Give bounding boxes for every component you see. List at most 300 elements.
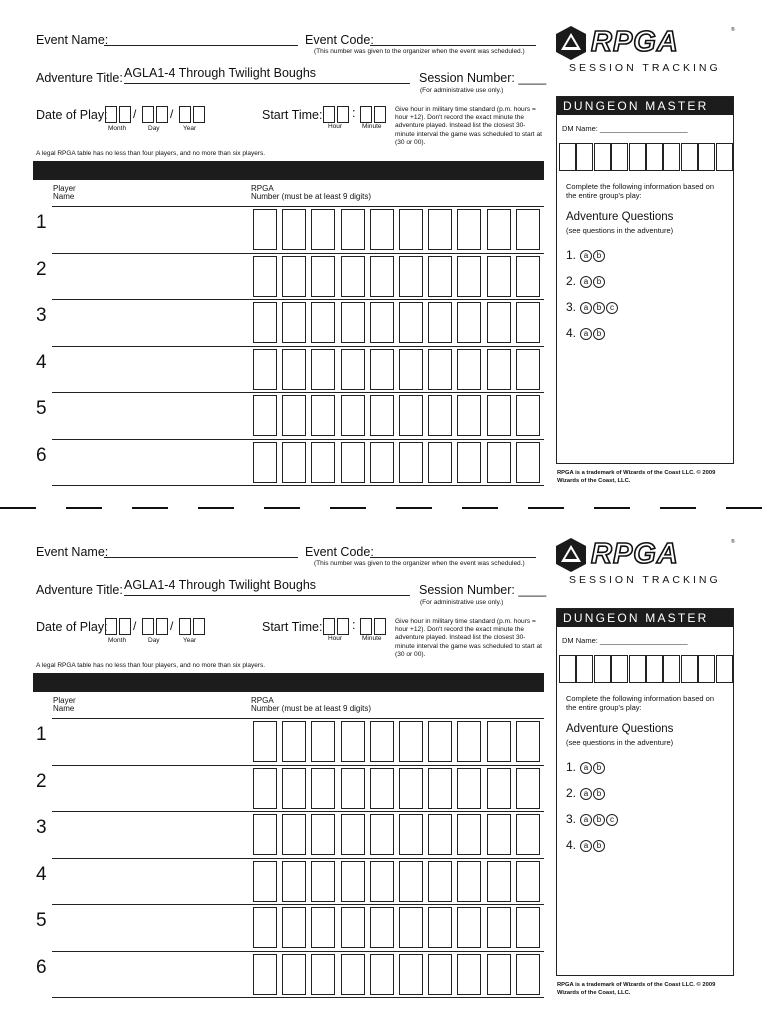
rpga-digit-box[interactable] — [282, 861, 306, 902]
rpga-digit-box[interactable] — [253, 861, 277, 902]
time-colon: : — [352, 618, 356, 632]
dm-panel — [556, 96, 734, 464]
answer-option-b[interactable]: b — [593, 250, 605, 262]
admin-note: (For administrative use only.) — [420, 87, 504, 94]
dm-digit-box[interactable] — [698, 143, 715, 171]
rpga-digit-box[interactable] — [370, 442, 394, 483]
rpga-digit-box[interactable] — [311, 256, 335, 297]
dm-digit-box[interactable] — [681, 143, 698, 171]
row-number: 5 — [36, 910, 47, 931]
month-label: Month — [108, 637, 127, 644]
rpga-digit-box[interactable] — [341, 954, 365, 995]
table-header-bar — [33, 673, 544, 692]
hour-digit-1[interactable] — [323, 618, 335, 635]
question-3 — [566, 812, 618, 826]
minute-label: Minute — [362, 123, 382, 130]
rpga-digit-box[interactable] — [428, 861, 452, 902]
rpga-digit-box[interactable] — [282, 209, 306, 250]
question-2 — [566, 274, 605, 288]
rpga-digit-box[interactable] — [457, 349, 481, 390]
rpga-digit-box[interactable] — [370, 349, 394, 390]
answer-option-a[interactable]: a — [580, 302, 592, 314]
rpga-digit-box[interactable] — [311, 768, 335, 809]
rpga-digit-box[interactable] — [341, 721, 365, 762]
rpga-digit-box[interactable] — [457, 861, 481, 902]
dm-digit-box[interactable] — [594, 655, 611, 683]
rpga-digit-box[interactable] — [399, 907, 423, 948]
rpga-digit-box[interactable] — [487, 721, 511, 762]
question-number: 2. — [566, 786, 577, 800]
adventure-questions-title: Adventure Questions — [566, 723, 674, 735]
rpga-number-header: RPGA Number (must be at least 9 digits) — [251, 184, 372, 201]
adventure-title-value: AGLA1-4 Through Twilight Boughs — [124, 578, 317, 592]
rpga-digit-box[interactable] — [399, 814, 423, 855]
adventure-title-field[interactable] — [124, 595, 410, 596]
player-name-field[interactable] — [60, 862, 245, 900]
rpga-digit-box[interactable] — [457, 954, 481, 995]
session-form-bottom — [0, 512, 768, 1012]
rpga-digit-box[interactable] — [457, 395, 481, 436]
rpga-digit-box[interactable] — [487, 256, 511, 297]
event-code-note: (This number was given to the organizer when the event was scheduled.) — [314, 48, 525, 55]
question-number: 4. — [566, 838, 577, 852]
hour-label: Hour — [328, 123, 343, 130]
dm-digit-box[interactable] — [594, 143, 611, 171]
rpga-digit-box[interactable] — [341, 907, 365, 948]
answer-option-a[interactable]: a — [580, 250, 592, 262]
rpga-digit-box[interactable] — [457, 256, 481, 297]
session-number-label: Session Number: ____ — [419, 71, 547, 85]
rpga-digit-box[interactable] — [487, 349, 511, 390]
rpga-digit-box[interactable] — [253, 209, 277, 250]
rpga-digit-box[interactable] — [516, 349, 540, 390]
answer-option-a[interactable]: a — [580, 276, 592, 288]
month-digit-2[interactable] — [119, 618, 131, 635]
rpga-digit-box[interactable] — [370, 814, 394, 855]
question-number: 3. — [566, 300, 577, 314]
answer-option-b[interactable]: b — [593, 762, 605, 774]
rpga-digit-box[interactable] — [399, 349, 423, 390]
rpga-digit-box[interactable] — [341, 302, 365, 343]
registered-mark: ® — [731, 539, 735, 545]
dm-digit-box[interactable] — [559, 143, 576, 171]
rpga-digit-box[interactable] — [282, 814, 306, 855]
dm-digit-box[interactable] — [576, 655, 593, 683]
day-digit-2[interactable] — [156, 618, 168, 635]
rpga-digit-box[interactable] — [399, 395, 423, 436]
session-tracking-label: SESSION TRACKING — [569, 62, 721, 74]
rpga-digit-box[interactable] — [399, 256, 423, 297]
event-name-label: Event Name: — [36, 545, 109, 559]
year-digit-2[interactable] — [193, 618, 205, 635]
event-code-note: (This number was given to the organizer when the event was scheduled.) — [314, 560, 525, 567]
answer-option-a[interactable]: a — [580, 788, 592, 800]
question-2 — [566, 786, 605, 800]
question-4 — [566, 326, 605, 340]
dm-digit-box[interactable] — [698, 655, 715, 683]
adventure-title-field[interactable] — [124, 83, 410, 84]
rpga-digit-box[interactable] — [253, 302, 277, 343]
rpga-digit-box[interactable] — [516, 395, 540, 436]
answer-option-b[interactable]: b — [593, 276, 605, 288]
rpga-digit-box[interactable] — [516, 256, 540, 297]
rpga-digit-box[interactable] — [428, 302, 452, 343]
question-4 — [566, 838, 605, 852]
year-label: Year — [183, 125, 197, 132]
event-code-label: Event Code: — [305, 545, 374, 559]
rpga-digit-box[interactable] — [399, 209, 423, 250]
rpga-digit-box[interactable] — [341, 349, 365, 390]
rpga-digit-box[interactable] — [487, 907, 511, 948]
row-number: 4 — [36, 351, 47, 373]
answer-option-a[interactable]: a — [580, 814, 592, 826]
rpga-digit-box[interactable] — [428, 256, 452, 297]
answer-option-c[interactable]: c — [606, 302, 618, 314]
legal-note: A legal RPGA table has no less than four players, and no more than six players. — [36, 662, 266, 669]
rpga-digit-box[interactable] — [311, 349, 335, 390]
rpga-digit-box[interactable] — [253, 442, 277, 483]
rpga-digit-box[interactable] — [487, 768, 511, 809]
rpga-digit-box[interactable] — [370, 907, 394, 948]
time-hint: Give hour in military time standard (p.m. hours = hour +12). Don't record the exact minute the adventure played. Instead list the closest 30-minute interval the game was scheduled to start at (30 or 00). — [395, 106, 542, 146]
rpga-digit-box[interactable] — [341, 256, 365, 297]
session-tracking-label: SESSION TRACKING — [569, 574, 721, 586]
rpga-digit-box[interactable] — [253, 814, 277, 855]
row-divider — [52, 299, 544, 300]
date-slash: / — [133, 619, 137, 633]
day-label: Day — [148, 637, 160, 644]
answer-option-b[interactable]: b — [593, 788, 605, 800]
rpga-digit-box[interactable] — [370, 721, 394, 762]
rpga-digit-box[interactable] — [399, 442, 423, 483]
adventure-title-label: Adventure Title: — [36, 583, 123, 597]
month-digit-2[interactable] — [119, 106, 131, 123]
player-name-field[interactable] — [60, 908, 245, 946]
minute-digit-2[interactable] — [374, 618, 386, 635]
trademark-note: RPGA is a trademark of Wizards of the Coast LLC. © 2009 Wizards of the Coast, LLC. — [557, 982, 716, 996]
event-name-field[interactable] — [104, 557, 298, 558]
rpga-digit-box[interactable] — [487, 302, 511, 343]
minute-digit-1[interactable] — [360, 618, 372, 635]
day-digit-1[interactable] — [142, 618, 154, 635]
day-digit-1[interactable] — [142, 106, 154, 123]
day-digit-2[interactable] — [156, 106, 168, 123]
answer-option-c[interactable]: c — [606, 814, 618, 826]
rpga-digit-box[interactable] — [341, 814, 365, 855]
answer-option-b[interactable]: b — [593, 328, 605, 340]
start-time-label: Start Time: — [262, 108, 323, 122]
minute-digit-2[interactable] — [374, 106, 386, 123]
rpga-digit-box[interactable] — [282, 256, 306, 297]
date-of-play-label: Date of Play: — [36, 108, 108, 122]
row-divider — [52, 392, 544, 393]
dm-digit-box[interactable] — [611, 655, 628, 683]
year-label: Year — [183, 637, 197, 644]
registered-mark: ® — [731, 27, 735, 33]
rpga-digit-box[interactable] — [311, 907, 335, 948]
rpga-digit-box[interactable] — [282, 302, 306, 343]
adventure-questions-title: Adventure Questions — [566, 211, 674, 223]
question-number: 1. — [566, 248, 577, 262]
time-hint: Give hour in military time standard (p.m. hours = hour +12). Don't record the exact minute the adventure played. Instead list the closest 30-minute interval the game was scheduled to start at (30 or 00). — [395, 618, 542, 658]
rpga-digit-box[interactable] — [428, 814, 452, 855]
dm-digit-box[interactable] — [716, 655, 733, 683]
rpga-digit-box[interactable] — [311, 209, 335, 250]
rpga-digit-box[interactable] — [311, 395, 335, 436]
rpga-digit-box[interactable] — [399, 721, 423, 762]
dungeon-master-header: DUNGEON MASTER — [557, 609, 733, 627]
player-name-field[interactable] — [60, 210, 245, 248]
rpga-digit-box[interactable] — [487, 209, 511, 250]
rpga-digit-box[interactable] — [341, 442, 365, 483]
row-divider — [52, 253, 544, 254]
event-code-label: Event Code: — [305, 33, 374, 47]
question-number: 3. — [566, 812, 577, 826]
month-label: Month — [108, 125, 127, 132]
rpga-digit-box[interactable] — [341, 395, 365, 436]
rpga-digit-box[interactable] — [457, 721, 481, 762]
d20-logo-icon — [553, 536, 589, 574]
row-number: 3 — [36, 305, 47, 326]
player-name-field[interactable] — [60, 257, 245, 295]
adventure-title-value: AGLA1-4 Through Twilight Boughs — [124, 66, 317, 80]
rpga-digit-box[interactable] — [516, 721, 540, 762]
dm-digit-box[interactable] — [611, 143, 628, 171]
rpga-digit-box[interactable] — [370, 302, 394, 343]
start-time-label: Start Time: — [262, 620, 323, 634]
hour-digit-2[interactable] — [337, 106, 349, 123]
player-name-field[interactable] — [60, 722, 245, 760]
rpga-digit-box[interactable] — [516, 814, 540, 855]
table-header-line — [52, 206, 544, 207]
rpga-digit-box[interactable] — [341, 861, 365, 902]
hour-label: Hour — [328, 635, 343, 642]
answer-option-a[interactable]: a — [580, 840, 592, 852]
rpga-digit-box[interactable] — [370, 861, 394, 902]
rpga-digit-box[interactable] — [428, 349, 452, 390]
date-slash: / — [170, 619, 174, 633]
rpga-digit-box[interactable] — [311, 442, 335, 483]
event-name-label: Event Name: — [36, 33, 109, 47]
row-divider — [52, 485, 544, 486]
dm-panel — [556, 608, 734, 976]
date-of-play-label: Date of Play: — [36, 620, 108, 634]
dm-digit-box[interactable] — [663, 655, 680, 683]
rpga-digit-box[interactable] — [399, 861, 423, 902]
rpga-digit-box[interactable] — [516, 768, 540, 809]
answer-option-a[interactable]: a — [580, 762, 592, 774]
rpga-digit-box[interactable] — [370, 768, 394, 809]
rpga-digit-box[interactable] — [311, 814, 335, 855]
row-number: 3 — [36, 817, 47, 838]
player-name-field[interactable] — [60, 955, 245, 993]
rpga-digit-box[interactable] — [341, 209, 365, 250]
dm-digit-box[interactable] — [646, 143, 663, 171]
rpga-digit-box[interactable] — [282, 768, 306, 809]
year-digit-1[interactable] — [179, 106, 191, 123]
rpga-digit-box[interactable] — [311, 302, 335, 343]
rpga-digit-box[interactable] — [516, 907, 540, 948]
rpga-digit-box[interactable] — [487, 814, 511, 855]
date-slash: / — [170, 107, 174, 121]
row-number: 4 — [36, 863, 47, 885]
rpga-digit-box[interactable] — [428, 209, 452, 250]
question-number: 2. — [566, 274, 577, 288]
dm-digit-box[interactable] — [663, 143, 680, 171]
rpga-digit-box[interactable] — [282, 395, 306, 436]
dm-digit-box[interactable] — [629, 143, 646, 171]
player-name-field[interactable] — [60, 350, 245, 388]
rpga-digit-box[interactable] — [399, 954, 423, 995]
dungeon-master-header: DUNGEON MASTER — [557, 97, 733, 115]
row-divider — [52, 951, 544, 952]
rpga-digit-box[interactable] — [399, 768, 423, 809]
row-divider — [52, 346, 544, 347]
event-name-field[interactable] — [104, 45, 298, 46]
hour-digit-1[interactable] — [323, 106, 335, 123]
rpga-logo: RPGA — [591, 26, 679, 58]
row-divider — [52, 997, 544, 998]
row-divider — [52, 858, 544, 859]
month-digit-1[interactable] — [105, 618, 117, 635]
dm-digit-box[interactable] — [559, 655, 576, 683]
row-number: 1 — [36, 724, 47, 745]
row-number: 1 — [36, 212, 47, 233]
rpga-number-header: RPGA Number (must be at least 9 digits) — [251, 696, 372, 713]
rpga-digit-box[interactable] — [370, 209, 394, 250]
dm-name-field[interactable]: DM Name: _____________________ — [562, 124, 688, 133]
row-number: 5 — [36, 398, 47, 419]
time-colon: : — [352, 106, 356, 120]
rpga-digit-box[interactable] — [282, 907, 306, 948]
rpga-digit-box[interactable] — [399, 302, 423, 343]
rpga-digit-box[interactable] — [457, 814, 481, 855]
see-questions-note: (see questions in the adventure) — [566, 738, 674, 747]
adventure-title-label: Adventure Title: — [36, 71, 123, 85]
row-divider — [52, 765, 544, 766]
rpga-digit-box[interactable] — [253, 907, 277, 948]
question-1 — [566, 760, 605, 774]
rpga-digit-box[interactable] — [341, 768, 365, 809]
day-label: Day — [148, 125, 160, 132]
rpga-digit-box[interactable] — [516, 954, 540, 995]
dm-digit-box[interactable] — [576, 143, 593, 171]
rpga-digit-box[interactable] — [428, 721, 452, 762]
rpga-digit-box[interactable] — [370, 954, 394, 995]
player-name-field[interactable] — [60, 396, 245, 434]
table-header-line — [52, 718, 544, 719]
row-divider — [52, 439, 544, 440]
dm-digit-box[interactable] — [716, 143, 733, 171]
rpga-digit-box[interactable] — [457, 302, 481, 343]
complete-info: Complete the following information based on the entire group's play: — [566, 182, 715, 200]
rpga-digit-box[interactable] — [253, 256, 277, 297]
question-number: 1. — [566, 760, 577, 774]
rpga-digit-box[interactable] — [487, 861, 511, 902]
dm-digit-box[interactable] — [629, 655, 646, 683]
year-digit-2[interactable] — [193, 106, 205, 123]
rpga-digit-box[interactable] — [311, 721, 335, 762]
rpga-digit-box[interactable] — [516, 302, 540, 343]
trademark-note: RPGA is a trademark of Wizards of the Coast LLC. © 2009 Wizards of the Coast, LLC. — [557, 470, 716, 484]
rpga-digit-box[interactable] — [516, 442, 540, 483]
rpga-digit-box[interactable] — [282, 442, 306, 483]
rpga-digit-box[interactable] — [253, 721, 277, 762]
event-code-field[interactable] — [370, 45, 536, 46]
answer-option-b[interactable]: b — [593, 302, 605, 314]
question-number: 4. — [566, 326, 577, 340]
row-number: 2 — [36, 770, 47, 792]
session-form-top — [0, 0, 768, 500]
rpga-digit-box[interactable] — [253, 349, 277, 390]
rpga-digit-box[interactable] — [428, 954, 452, 995]
session-number-label: Session Number: ____ — [419, 583, 547, 597]
player-name-header: Player Name — [53, 696, 76, 713]
player-name-field[interactable] — [60, 303, 245, 341]
legal-note: A legal RPGA table has no less than four players, and no more than six players. — [36, 150, 266, 157]
rpga-digit-box[interactable] — [428, 442, 452, 483]
rpga-digit-box[interactable] — [516, 209, 540, 250]
date-slash: / — [133, 107, 137, 121]
rpga-digit-box[interactable] — [487, 954, 511, 995]
player-name-field[interactable] — [60, 769, 245, 807]
minute-label: Minute — [362, 635, 382, 642]
rpga-digit-box[interactable] — [311, 861, 335, 902]
rpga-logo: RPGA — [591, 538, 679, 570]
dm-digit-box[interactable] — [646, 655, 663, 683]
row-divider — [52, 904, 544, 905]
rpga-digit-box[interactable] — [253, 768, 277, 809]
row-number: 2 — [36, 258, 47, 280]
hour-digit-2[interactable] — [337, 618, 349, 635]
answer-option-b[interactable]: b — [593, 840, 605, 852]
rpga-digit-box[interactable] — [253, 395, 277, 436]
player-name-field[interactable] — [60, 815, 245, 853]
d20-logo-icon — [553, 24, 589, 62]
row-number: 6 — [36, 444, 47, 466]
rpga-digit-box[interactable] — [311, 954, 335, 995]
event-code-field[interactable] — [370, 557, 536, 558]
player-name-field[interactable] — [60, 443, 245, 481]
rpga-digit-box[interactable] — [370, 395, 394, 436]
rpga-digit-box[interactable] — [457, 209, 481, 250]
rpga-digit-box[interactable] — [457, 768, 481, 809]
rpga-digit-box[interactable] — [516, 861, 540, 902]
minute-digit-1[interactable] — [360, 106, 372, 123]
rpga-digit-box[interactable] — [253, 954, 277, 995]
answer-option-b[interactable]: b — [593, 814, 605, 826]
rpga-digit-box[interactable] — [487, 395, 511, 436]
rpga-digit-box[interactable] — [428, 395, 452, 436]
rpga-digit-box[interactable] — [370, 256, 394, 297]
see-questions-note: (see questions in the adventure) — [566, 226, 674, 235]
rpga-digit-box[interactable] — [282, 721, 306, 762]
rpga-digit-box[interactable] — [282, 349, 306, 390]
row-number: 6 — [36, 956, 47, 978]
table-header-bar — [33, 161, 544, 180]
rpga-digit-box[interactable] — [457, 442, 481, 483]
answer-option-a[interactable]: a — [580, 328, 592, 340]
year-digit-1[interactable] — [179, 618, 191, 635]
month-digit-1[interactable] — [105, 106, 117, 123]
rpga-digit-box[interactable] — [428, 907, 452, 948]
dm-digit-box[interactable] — [681, 655, 698, 683]
dm-name-field[interactable]: DM Name: _____________________ — [562, 636, 688, 645]
rpga-digit-box[interactable] — [457, 907, 481, 948]
rpga-digit-box[interactable] — [428, 768, 452, 809]
rpga-digit-box[interactable] — [487, 442, 511, 483]
rpga-digit-box[interactable] — [282, 954, 306, 995]
